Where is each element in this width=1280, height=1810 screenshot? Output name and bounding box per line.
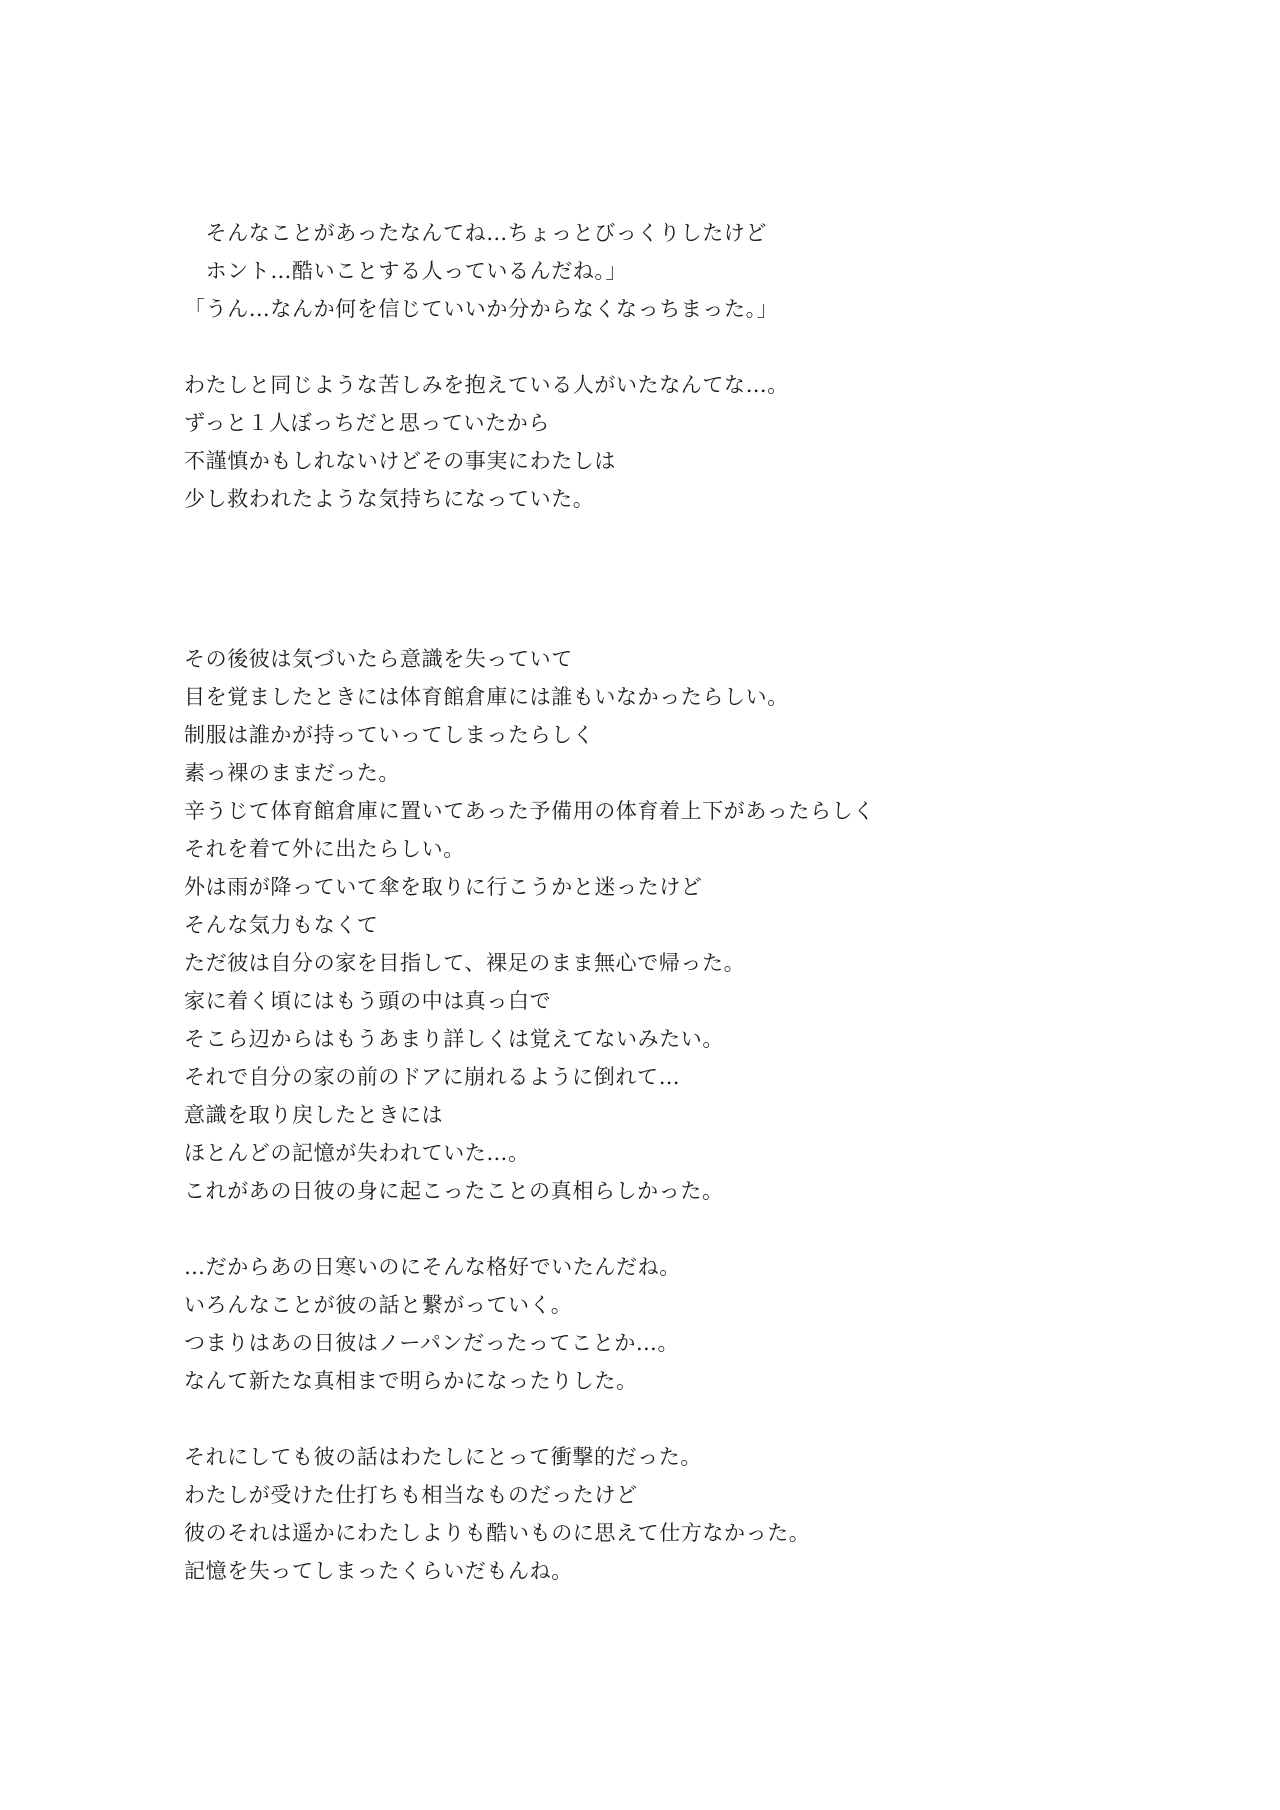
text-line: 不謹慎かもしれないけどその事実にわたしは xyxy=(184,449,616,473)
text-line: ホント…酷いことする人っているんだね。」 xyxy=(184,259,628,283)
text-line: それを着て外に出たらしい。 xyxy=(184,837,465,861)
text-line: 彼のそれは遥かにわたしよりも酷いものに思えて仕方なかった。 xyxy=(184,1521,811,1545)
text-line: 記憶を失ってしまったくらいだもんね。 xyxy=(184,1559,573,1583)
text-line: それで自分の家の前のドアに崩れるように倒れて… xyxy=(184,1065,681,1089)
text-line: 素っ裸のままだった。 xyxy=(184,761,400,785)
text-line: わたしと同じような苦しみを抱えている人がいたなんてな…。 xyxy=(184,373,789,397)
text-line: ずっと１人ぼっちだと思っていたから xyxy=(184,411,550,435)
text-line: これがあの日彼の身に起こったことの真相らしかった。 xyxy=(184,1179,724,1203)
text-line: そんなことがあったなんてね…ちょっとびっくりしたけど xyxy=(184,221,767,245)
text-line: つまりはあの日彼はノーパンだったってことか…。 xyxy=(184,1331,680,1355)
text-line: 意識を取り戻したときには xyxy=(184,1103,444,1127)
text-line: 辛うじて体育館倉庫に置いてあった予備用の体育着上下があったらしく xyxy=(184,799,875,823)
text-line: 「うん…なんか何を信じていいか分からなくなっちまった。」 xyxy=(184,297,779,321)
text-line: ほとんどの記憶が失われていた…。 xyxy=(184,1141,530,1165)
text-line: 制服は誰かが持っていってしまったらしく xyxy=(184,723,595,747)
text-line: それにしても彼の話はわたしにとって衝撃的だった。 xyxy=(184,1445,702,1469)
text-line: わたしが受けた仕打ちも相当なものだったけど xyxy=(184,1483,638,1507)
text-line: なんて新たな真相まで明らかになったりした。 xyxy=(184,1369,638,1393)
text-line: ただ彼は自分の家を目指して、裸足のまま無心で帰った。 xyxy=(184,951,746,975)
text-line: 外は雨が降っていて傘を取りに行こうかと迷ったけど xyxy=(184,875,703,899)
text-line: …だからあの日寒いのにそんな格好でいたんだね。 xyxy=(184,1255,681,1279)
text-line: いろんなことが彼の話と繋がっていく。 xyxy=(184,1293,573,1317)
text-line: そんな気力もなくて xyxy=(184,913,379,937)
text-line: 少し救われたような気持ちになっていた。 xyxy=(184,487,595,511)
text-line: その後彼は気づいたら意識を失っていて xyxy=(184,647,573,671)
text-line: 家に着く頃にはもう頭の中は真っ白で xyxy=(184,989,552,1013)
text-line: そこら辺からはもうあまり詳しくは覚えてないみたい。 xyxy=(184,1027,724,1051)
text-line: 目を覚ましたときには体育館倉庫には誰もいなかったらしい。 xyxy=(184,685,789,709)
